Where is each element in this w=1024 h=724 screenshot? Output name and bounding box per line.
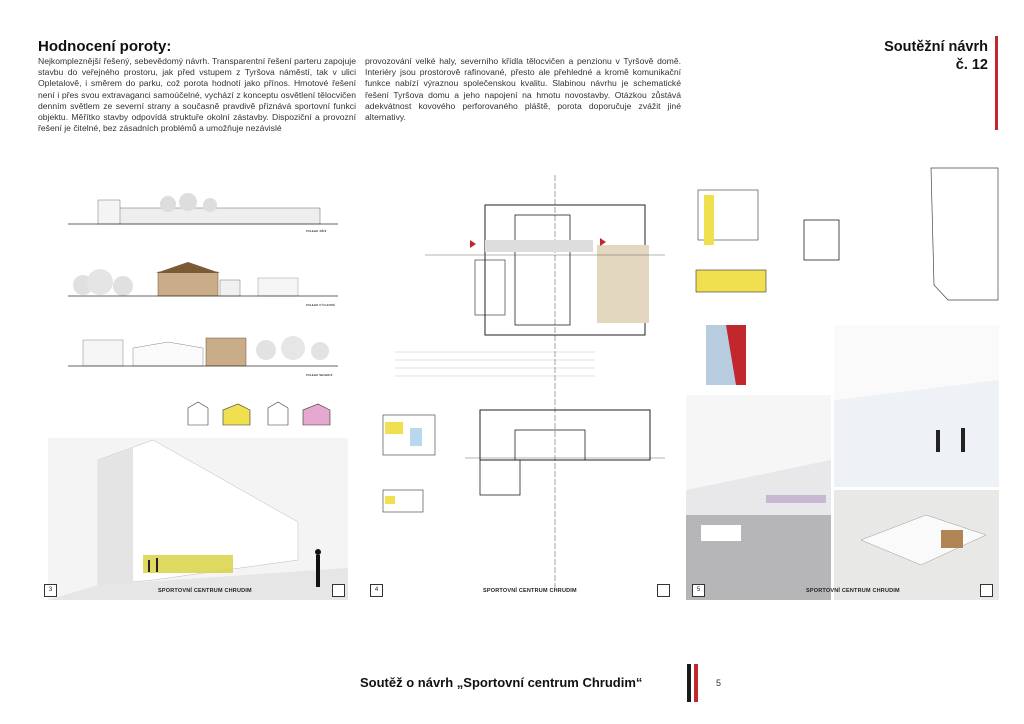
interiors-drawing: [686, 160, 999, 600]
floor-plans-drawing: [365, 160, 679, 600]
entry-label: [884, 38, 988, 74]
elevation-3: [68, 336, 338, 377]
jury-heading: Hodnocení poroty:: [38, 38, 172, 55]
footer-bar-red: [694, 664, 698, 702]
panel-floor-plans: [365, 160, 679, 600]
panel-number: 3: [44, 584, 57, 597]
legend-table: [395, 352, 595, 376]
panel-title: SPORTOVNÍ CENTRUM CHRUDIM: [483, 588, 577, 594]
elevation-2: [68, 262, 338, 307]
svg-text:POHLED JIŽNÍ: POHLED JIŽNÍ: [306, 229, 327, 233]
section-diagrams: [188, 402, 330, 425]
render-aerial: [834, 490, 999, 600]
footer-title: Soutěž o návrh „Sportovní centrum Chrudim“: [360, 675, 643, 690]
panel-number: 4: [370, 584, 383, 597]
entry-title: Soutěžní návrh: [884, 39, 988, 55]
footer-bar-dark: [687, 664, 691, 702]
ground-floor-plan: [425, 205, 665, 335]
panel-corner-box: [980, 584, 993, 597]
panel-corner-box: [657, 584, 670, 597]
upper-floor-plan: [465, 410, 665, 495]
panel-title: SPORTOVNÍ CENTRUM CHRUDIM: [806, 588, 900, 594]
perspective-street: [48, 438, 348, 600]
entry-number: č. 12: [955, 57, 988, 73]
site-plan: [931, 168, 998, 300]
section-drawing: [696, 190, 839, 292]
panel-title: SPORTOVNÍ CENTRUM CHRUDIM: [158, 588, 252, 594]
svg-text:POHLED VÝCHODNÍ: POHLED VÝCHODNÍ: [306, 303, 336, 307]
accent-bar: [995, 36, 998, 130]
page-number: 5: [716, 678, 722, 688]
detail-plans: [383, 415, 435, 512]
render-foyer: [686, 395, 831, 600]
panel-number: 5: [692, 584, 705, 597]
render-gym-hall: [834, 325, 999, 487]
panel-interiors: [686, 160, 999, 600]
facade-detail: [706, 325, 746, 385]
elevation-1: [68, 193, 338, 233]
jury-text-col1: Nejkompleznější řešený, sebevědomý návrh. Transparentní řešení parteru zapojuje stavbu do veřejného prostoru, jak před vstupem z Tyršova náměstí, tak v ulici Opletalově, i směrem do parku, což porota hodnotí jako přínos. Hmotové řešení není i přes svou extravaganci samoúčelné, vychází z konceptu osvětlení tělocvičen denním světlem ze severní strany a současně pravdivě přiznává sportovní funkci objektu. Měřítko stavby odpovídá struktuře okolní zástavby. Dispoziční a provozní řešení je čitelné, bez zásadních problémů a umožňuje nezávislé: [38, 56, 356, 134]
panel-corner-box: [332, 584, 345, 597]
jury-text-col2: provozování velké haly, severního křídla tělocvičen a penzionu v Tyršově domě. Interiéry jsou prostorově rafinované, přesto ale přehledné a kromě komunikační funkce nabízí výraznou společenskou kvalitu. Slabinou návrhu je schematické řešení Tyršova domu a jeho napojení na hmotu novostavby. Otázkou zůstává adekvátnost kovového perforovaného pláště, porota doporučuje zvážit jiné alternativy.: [365, 56, 681, 123]
elevations-drawing: [38, 160, 351, 600]
panel-elevations: [38, 160, 351, 600]
svg-text:POHLED SEVERNÍ: POHLED SEVERNÍ: [306, 373, 333, 377]
